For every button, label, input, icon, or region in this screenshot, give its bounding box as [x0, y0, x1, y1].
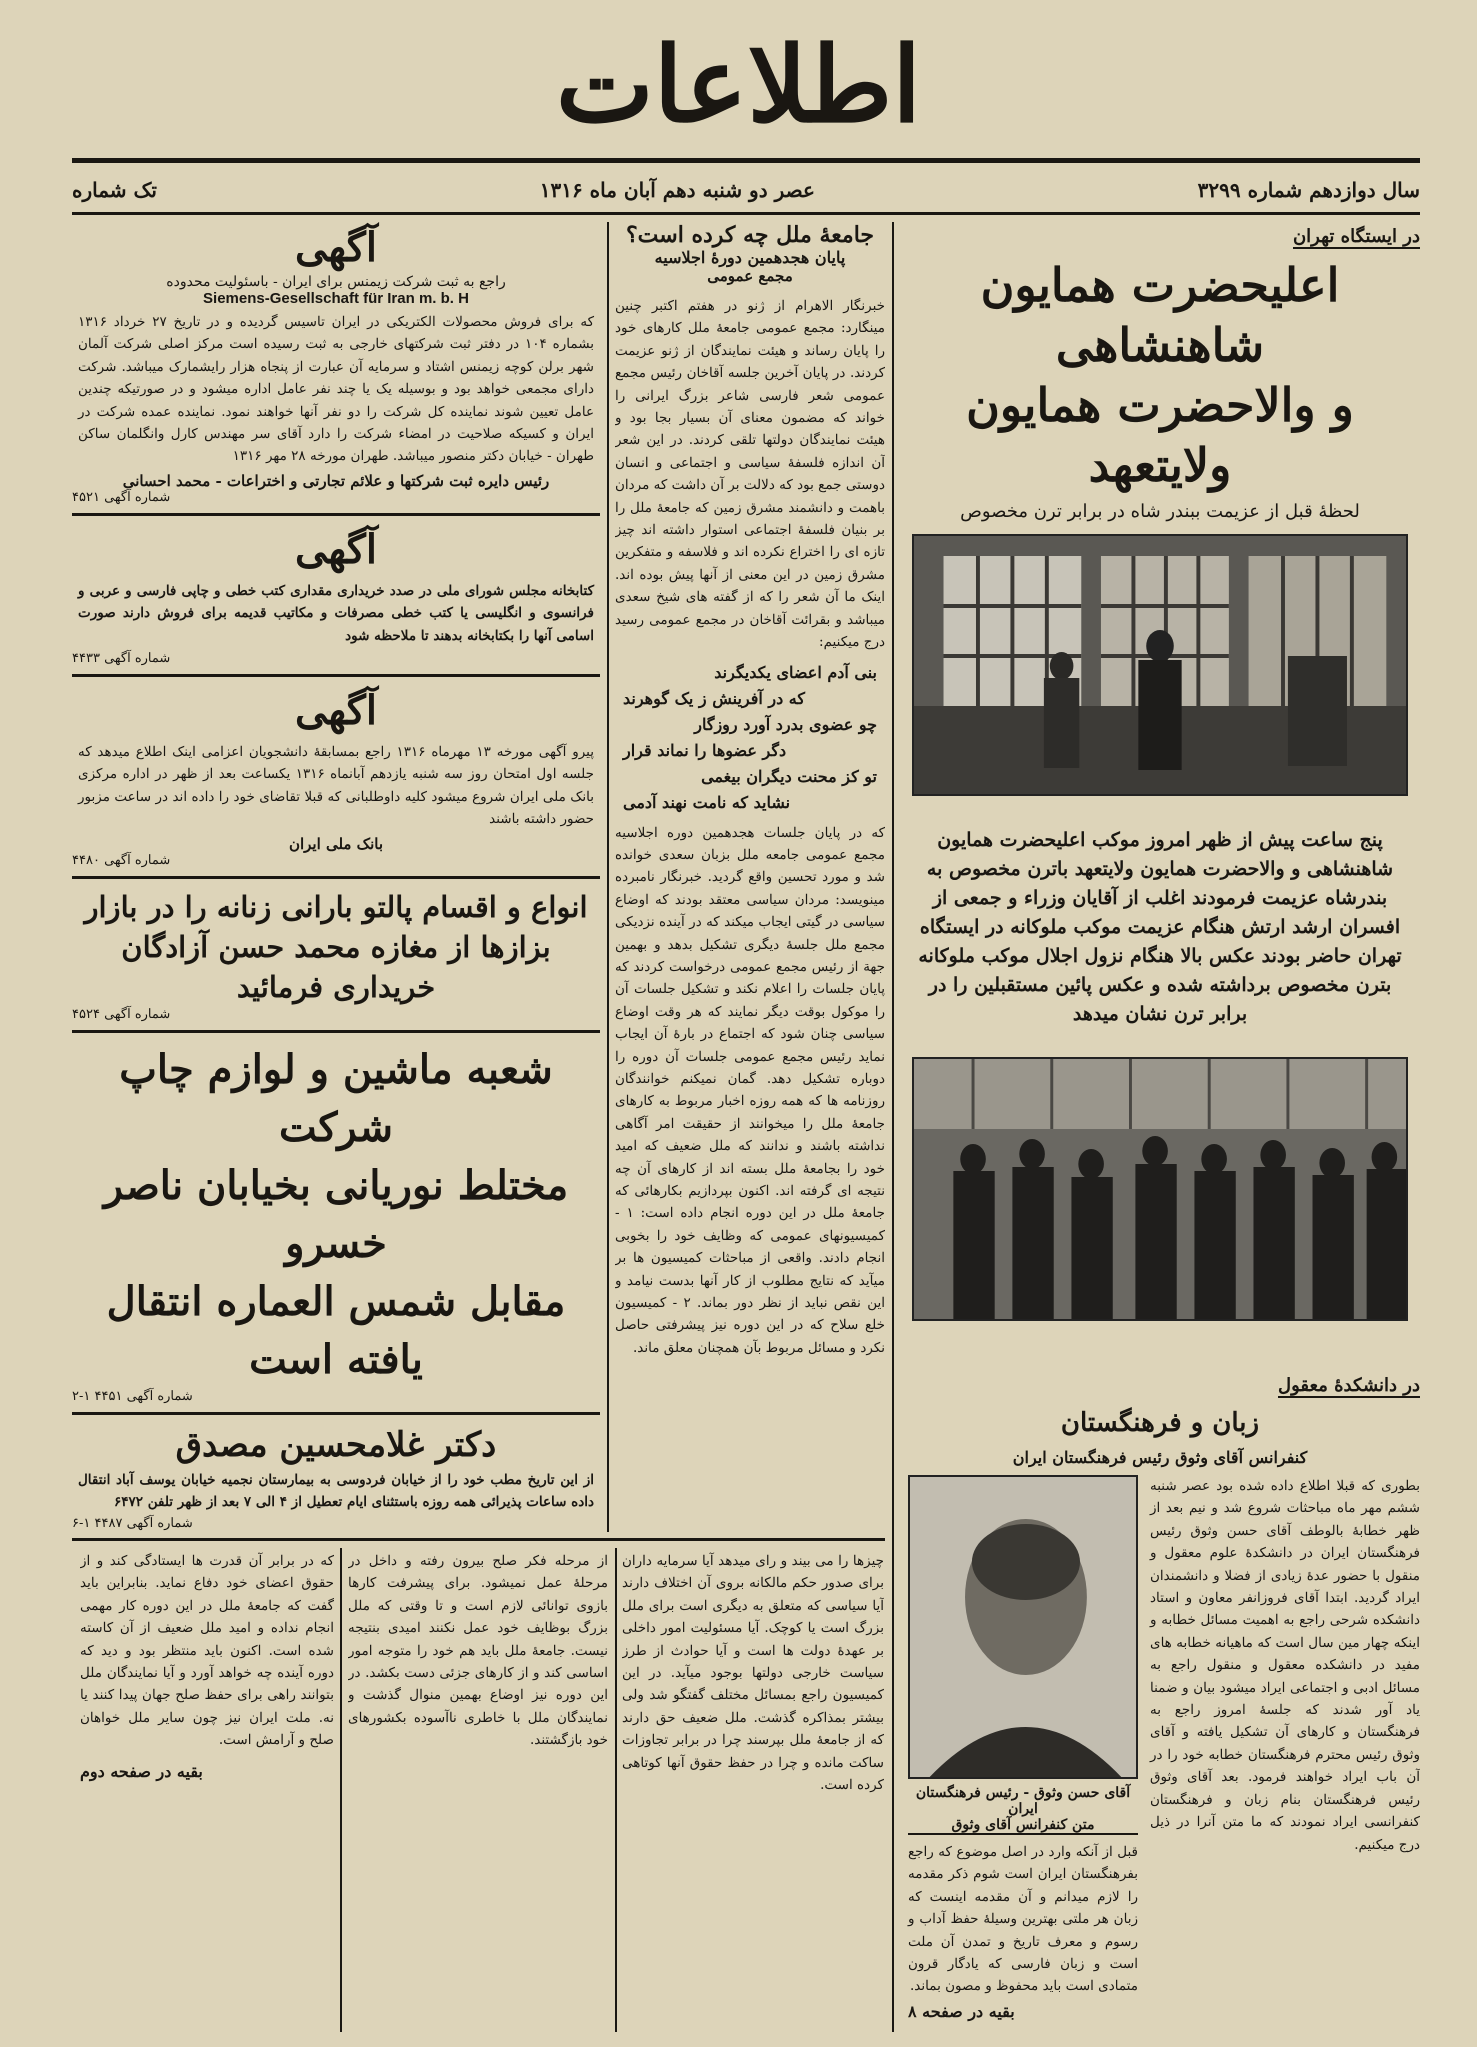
bottom-column-2	[348, 1550, 608, 2030]
poem-line: نشاید که نامت نهند آدمی	[623, 792, 791, 812]
poem-line: که در آفرینش ز یک گوهرند	[623, 688, 805, 708]
bottom-column-3	[80, 1550, 334, 2030]
culture-kicker: در دانشکدهٔ معقول	[1278, 1375, 1420, 1396]
ad-separator	[72, 1030, 600, 1033]
newspaper-title: اطلاعات	[555, 23, 922, 146]
ad-reference: شماره آگهی ۴۴۸۰	[72, 852, 171, 868]
ad-title: آگهی	[295, 224, 377, 271]
league-text-2: که در پایان جلسات هجدهمین دوره اجلاسیه مجمع عمومی جامعه ملل بزبان سعدی خوانده شد و مورد تحسین واقع گردید. خبرنگار نامبرده مینویسد: مردان سیاسی معتقد بودند که اوضاع سیاسی در گیتی ایجاب میکند که در آینده نزدیکی مجمع ملل جلسهٔ دیگری تشکیل بدهد و بهمین جهة از رئیس مجمع عمومی درخواست کردند که پایان جلسات را اعلام نکند و تشکیل جلسات آن را موکول بوقت دیگر نمایند که هر وقت اوضاع سیاسی چنان شود که اجتماع در بارهٔ آن ایجاب نماید رئیس مجمع عمومی جلسات آن دوره را دوباره تشکیل دهد. گمان نمیکنم خوانندگان روزنامه ها که همه روزه اخبار مربوط به کارهای جامعهٔ ملل را میخوانند از حقیقت امر آگاهی نداشته باشند و ندانند که ملل ضعیف که امید خود را بجامعهٔ ملل بسته اند از کارهای آن چه نتیجه ای گرفته اند. اکنون بپردازیم بکارهائی که جامعهٔ ملل در این دوره انجام داده است: ۱ - کمیسیونهای عمومی که وظایف خود را بخوبی انجام دادند. واقعی از مباحثات کمیسیون ها بر میآید که نتایج مطلوب از کار آنها بدست نیامد و این نقص نباید از نظر دور بماند. ۲ - کمیسیون خلع سلاح که در این دوره نیز پیشرفتی حاصل نکرد و مسائل مربوط بآن همچنان معلق ماند.	[615, 824, 885, 1356]
ad-text: که برای فروش محصولات الکتریکی در ایران تاسیس گردیده و در تاریخ ۲۷ خرداد ۱۳۱۶ بشماره ۱۰۴ در دفتر ثبت شرکتهای خارجی به ثبت رسیده است مرکز اصلی شرکت آلمان شهر برلن کوچه زیمنس اشتاد و سرمایه آن عبارت از پنجاه هزار رایشمارک میباشد. شرکت دارای مجمعی خواهد بود و بوسیله یک یا چند نفر عامل اداره میشود و در صورتیکه چندین عامل تعیین شوند نماینده کل شرکت را دو نفر آنها خواهند نمود. نماینده عمده شرکت در ایران و کسیکه صلاحیت در امضاء شرکت را دارد آقای سر مهندس کارل وانگلمان ساکن طهران - خیابان دکتر منصور میباشد. طهران مورخه ۲۸ مهر ۱۳۱۶	[78, 314, 595, 465]
poem-line: بنی آدم اعضای یکدیگرند	[714, 662, 877, 682]
league-subhead-2: مجمع عمومی	[707, 267, 793, 285]
ad-text: پیرو آگهی مورخه ۱۳ مهرماه ۱۳۱۶ راجع بمسابقهٔ دانشجویان اعزامی اینک اطلاع میدهد که جلسه اول امتحان روز سه شنبه یازدهم آبانماه ۱۳۱۶ یکساعت بعد از ظهر در اداره مرکزی بانک ملی ایران شروع میشود کلیه داوطلبانی که قبلا تقاضای خود را داده اند در ساعت مزبور حضور داشته باشند	[78, 744, 595, 828]
train-photo-image	[914, 536, 1406, 794]
library-ad	[72, 524, 600, 666]
league-headline: جامعهٔ ملل چه کرده است؟	[625, 222, 874, 248]
league-text-1: خبرنگار الاهرام از ژنو در هفتم اکتبر چنین مینگارد: مجمع عمومی جامعهٔ ملل کارهای خود را پایان رساند و هیئت نمایندگان از ژنو عزیمت کردند. در پایان آخرین جلسه آقاخان رئیس مجمع عمومی شعر فارسی شاعر بزرگ ایرانی را خواند که مضمون معنای آن بسیار بجا بود و هیئت نمایندگان دولتها تلقی کردند. در این شعر آن اندازه فلسفهٔ سیاسی و اجتماعی و انسان دوستی جمع بود که دلالت بر آن داشت که مردان باهمت و دانشمند مشرق زمین که جامعهٔ ملل را بر بنیان فلسفهٔ اجتماعی استوار داشته اند چیز تازه ای را اختراع نکرده اند و فلاسفه و متفکرین مشرق زمین در این معنی از آنها پیش بوده اند. اینک ما آن شعر را که از گفته های شیخ سعدی میباشد و بقرائت آقاخان در مجمع عمومی رسید درج میکنیم:	[615, 298, 885, 651]
column-divider	[340, 1548, 342, 2032]
bottom-text-1: چیزها را می بیند و رای میدهد آیا سرمایه داران برای صدور حکم مالکانه بروی آن اختلاف دارند آیا سیاسی که متعلق به دیگری است برای ملل بزرگ است یا کوچک. آیا مسئولیت امور داخلی بر عهدهٔ دولت ها است و آیا حوادث از طرز سیاست خارجی دولتها بوجود میآید. در این کمیسیون راجع بمسائل مختلف گفتگو شد ولی بیشتر بمذاکره گذشت. ملل ضعیف حق دارند که از جامعهٔ ملل بپرسند چرا در برابر تجاوزات ساکت مانده و چرا در حفظ حقوق آنها کوتاهی کرده است.	[622, 1553, 884, 1794]
portrait-image	[910, 1477, 1136, 1777]
league-column	[615, 222, 885, 1532]
ads-column	[72, 222, 600, 1532]
bottom-continued: بقیه در صفحه دوم	[80, 1761, 203, 1781]
siemens-ad	[72, 222, 600, 505]
lead-headline-1: اعلیحضرت همایون شاهنشاهی	[980, 258, 1340, 372]
year-issue: سال دوازدهم شماره ۳۲۹۹	[1197, 178, 1420, 202]
dateline-rule	[72, 212, 1420, 215]
issue-date: عصر دو شنبه دهم آبان ماه ۱۳۱۶	[539, 178, 815, 202]
ad-signature: رئیس دایره ثبت شرکتها و علائم تجارتی و اختراعات - محمد احسانی	[122, 471, 550, 490]
ad-separator	[72, 1412, 600, 1415]
lead-headline-2: و والاحضرت همایون ولایتعهد	[966, 378, 1354, 492]
portrait-caption: آقای حسن وثوق - رئیس فرهنگستان ایران	[915, 1785, 1131, 1817]
coats-ad: انواع و اقسام پالتو بارانی زنانه را در بازار بزازها از مغازه محمد حسن آزادگان خریداری فرمائید	[84, 889, 588, 1004]
league-subhead-1: پایان هجدهمین دورهٔ اجلاسیه	[654, 248, 846, 267]
poem-line: چو عضوی بدرد آورد روزگار	[694, 714, 877, 734]
bottom-text-2: از مرحله فکر صلح بیرون رفته و داخل در مرحلهٔ عمل نمیشود. برای پیشرفت کارها بازوی توانائی لازم است و تا وقتی که ملل بزرگ بوظایف خود عمل نکنند امیدی بنتیجه نیست. جامعهٔ ملل باید هم خود را متوجه امور اساسی کند و از کارهای جزئی دست بکشد. در این دوره نیز اوضاع بهمین منوال گذشت و نمایندگان ملل با خاطری ناآسوده بکشورهای خود بازگشتند.	[348, 1553, 608, 1749]
culture-article-text: بطوری که قبلا اطلاع داده شده بود عصر شنبه ششم مهر ماه مباحثات شروع شد و نیم بعد از ظهر خطابهٔ بالوطف آقای حسن وثوق رئیس فرهنگستان ایران در دانشکدهٔ علوم معقول و منقول با حضور عدهٔ زیادی از فضلا و دانشمندان ایراد گردید. ابتدا آقای فروزانفر معاون و استاد دانشکده شرحی راجع به اهمیت مسائل خطابه و اینکه چهار مین سال است که ماهیانه خطابه های مفید در دانشکده معقول و منقول راجع به مسائل ادبی و اجتماعی ایراد میشود بیان و ضمنا یاد آور شدند که جلسهٔ امروز راجع به فرهنگستان و کارهای آن تشکیل یافته و آقای وثوق رئیس محترم فرهنگستان خطابه خود را در آن باب ایراد خواهند فرمود. بعد آقای وثوق رئیس فرهنگستان بنام زبان و فرهنگستان کنفرانسی ایراد نمودند که ما متن آنرا در ذیل درج میکنیم.	[1150, 1478, 1420, 1853]
column-divider	[607, 222, 609, 1532]
ad-text: کتابخانه مجلس شورای ملی در صدد خریداری مقداری کتب خطی و چاپی فارسی و عربی و فرانسوی و انگلیسی یا کتب خطی مصرفات و مکاتیب قدیمه برای فروش دارند صورت اسامی آنها را بکتابخانه بدهند تا ملاحظه شود	[78, 582, 594, 644]
bottom-rule	[72, 1538, 885, 1541]
column-divider	[892, 222, 894, 2032]
lead-kicker: در ایستگاه تهران	[1292, 226, 1420, 247]
ad-separator	[72, 876, 600, 879]
ad-title: آگهی	[295, 525, 377, 573]
speech-text-label: متن کنفرانس آقای وثوق	[908, 1817, 1138, 1835]
train-departure-photo	[912, 534, 1408, 796]
bank-ad	[72, 685, 600, 868]
culture-article-text-2: قبل از آنکه وارد در اصل موضوع که راجع بفرهنگستان ایران است شوم ذکر مقدمه را لازم میدانم و آن مقدمه اینست که زبان هر ملتی بهترین وسیلهٔ حفظ آداب و رسوم و معرف تاریخ و تمدن آن ملت است و زبان فارسی که یادگار قرون متمادی است باید محفوظ و مصون بماند.	[908, 1844, 1138, 1995]
column-divider	[615, 1548, 617, 2032]
ad-subtitle: راجع به ثبت شرکت زیمنس برای ایران - باسئولیت محدوده	[166, 274, 506, 290]
printing-ad-line-1: شعبه ماشین و لوازم چاپ شرکت	[119, 1045, 553, 1151]
culture-continued: بقیه در صفحه ۸	[908, 2001, 1015, 2021]
culture-subhead: کنفرانس آقای وثوق رئیس فرهنگستان ایران	[1012, 1448, 1308, 1467]
bottom-column-1	[622, 1550, 884, 2030]
doctor-ad-title: دکتر غلامحسین مصدق	[175, 1424, 497, 1465]
dateline	[72, 172, 1420, 208]
ad-reference: شماره آگهی ۴۴۳۳	[72, 651, 171, 667]
ad-title: آگهی	[295, 687, 377, 735]
printing-ad-line-3: مقابل شمس العماره انتقال یافته است	[106, 1277, 566, 1383]
culture-headline: زبان و فرهنگستان	[1060, 1408, 1260, 1438]
lead-caption: پنج ساعت پیش از ظهر امروز موکب اعلیحضرت همایون شاهنشاهی و والاحضرت همایون ولایتعهد باترن مخصوص به بندرشاه عزیمت فرمودند اغلب از آقایان وزراء و جمعی از افسران ارشد ارتش هنگام عزیمت موکب ملوکانه در ایستگاه تهران حاضر بودند عکس بالا هنگام نزول اجلال موکب ملوکانه بترن مخصوص برداشته شده و عکس پائین مستقبلین را در برابر ترن نشان میدهد	[918, 829, 1402, 1025]
poem-line: تو کز محنت دیگران بیغمی	[701, 766, 877, 786]
doctor-ad-reference: شماره آگهی ۴۴۸۷ ۱-۶	[72, 1515, 193, 1531]
printing-ad-reference: شماره آگهی ۴۴۵۱ ۱-۲	[72, 1388, 193, 1404]
ad-latin-name: Siemens-Gesellschaft für Iran m. b. H	[203, 290, 469, 307]
ad-reference: شماره آگهی ۴۵۲۱	[72, 489, 171, 505]
printing-ad-line-2: مختلط نوریانی بخیابان ناصر خسرو	[103, 1161, 569, 1267]
vossough-portrait	[908, 1475, 1138, 1779]
lead-column	[900, 222, 1420, 2032]
lead-subhead: لحظهٔ قبل از عزیمت ببندر شاه در برابر ترن مخصوص	[960, 501, 1360, 522]
single-copy: تک شماره	[72, 178, 157, 202]
saadi-poem	[615, 660, 885, 816]
masthead	[0, 20, 1477, 150]
ad-separator	[72, 674, 600, 677]
ad-signature: بانک ملی ایران	[288, 834, 384, 853]
crowd-photo-image	[914, 1059, 1406, 1319]
welcome-crowd-photo	[912, 1057, 1408, 1321]
bottom-text-3: که در برابر آن قدرت ها ایستادگی کند و از حقوق اعضای خود دفاع نماید. بنابراین باید گفت که جامعهٔ ملل در این دوره کار مهمی انجام نداده و امید ملل ضعیف از آن کاسته شده است. اکنون باید منتظر بود و دید که دوره آینده چه خواهد آورد و آیا نمایندگان ملل بتوانند راهی برای حفظ صلح جهان پیدا کنند یا نه. ملت ایران نیز چون سایر ملل خواهان صلح و آرامش است.	[80, 1553, 334, 1749]
poem-line: دگر عضوها را نماند قرار	[623, 740, 787, 760]
coats-ad-reference: شماره آگهی ۴۵۲۴	[72, 1006, 171, 1022]
doctor-ad-text: از این تاریخ مطب خود را از خیابان فردوسی به بیمارستان نجمیه خیابان یوسف آباد انتقال داده ساعات پذیرائی همه روزه باستثنای ایام تعطیل از ۴ الی ۷ بعد از ظهر تلفن ۶۴۷۲	[78, 1471, 594, 1511]
masthead-rule	[72, 158, 1420, 163]
ad-separator	[72, 513, 600, 516]
